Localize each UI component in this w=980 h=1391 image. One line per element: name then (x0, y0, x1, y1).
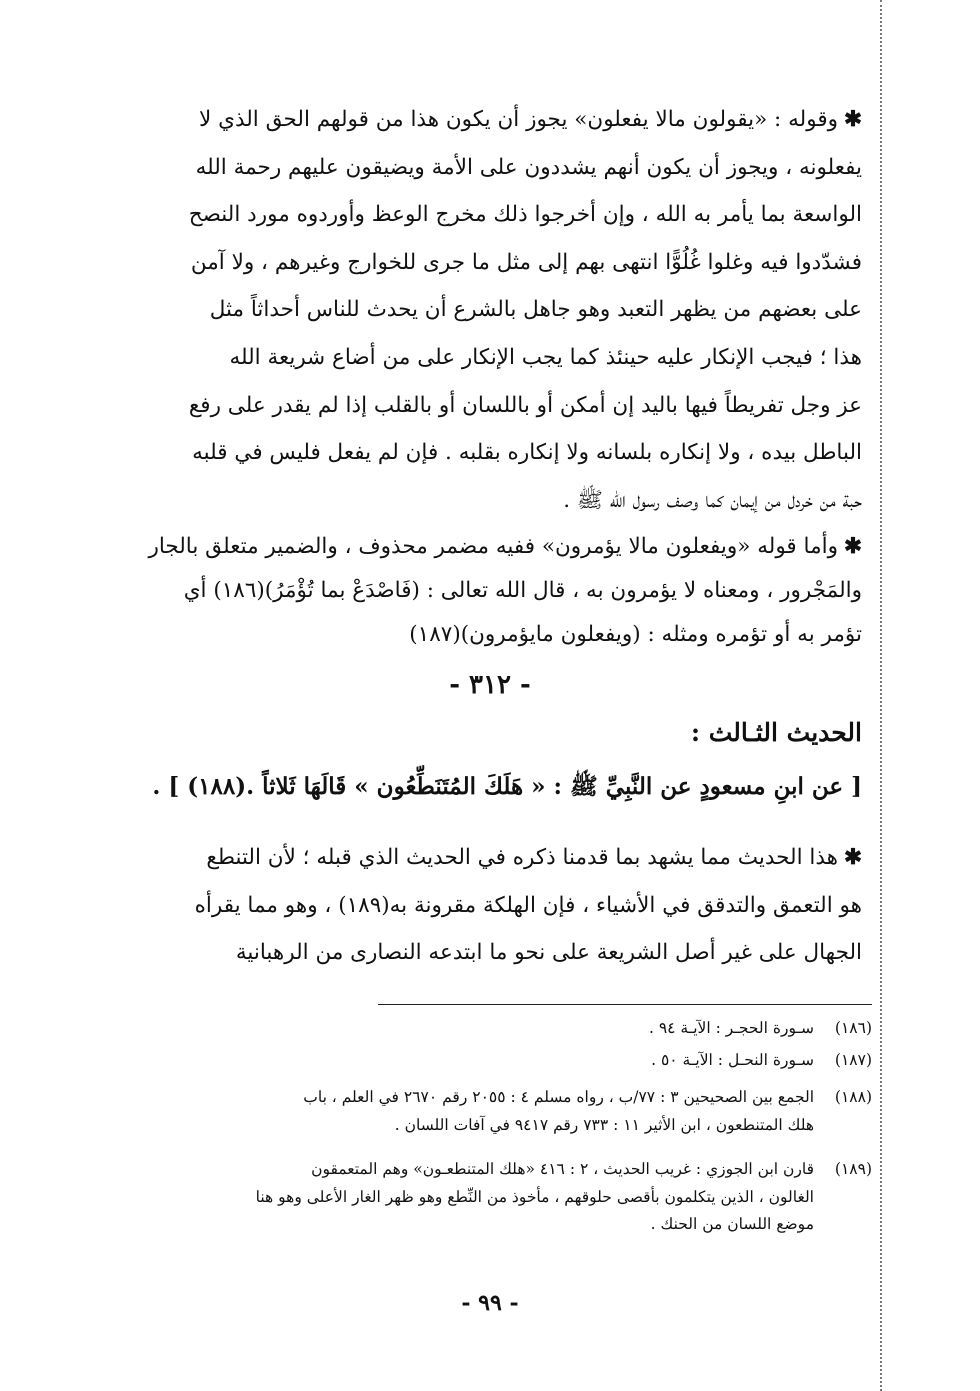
paragraph-1-line-1: ✱وقوله : «يقولون مالا يفعلون» يجوز أن يكون هذا من قولهم الحق الذي لا (199, 107, 862, 132)
paragraph-2-line-1: ✱وأما قوله «ويفعلون مالا يؤمرون» ففيه مضمر محذوف ، والضمير متعلق بالجار (148, 534, 862, 559)
footnote-text: موضع اللسان من الحنك . (650, 1215, 814, 1233)
star-bullet-icon: ✱ (843, 534, 862, 559)
original-page-number: - ٣١٢ - (449, 670, 531, 700)
paragraph-3-line-1: ✱هذا الحديث مما يشهد بما قدمنا ذكره في الحديث الذي قبله ؛ لأن التنطع (206, 845, 862, 870)
paragraph-1-line-9: حبة من خردل من إيمان كما وصف رسول الله ﷺ . (563, 487, 862, 513)
star-bullet-icon: ✱ (843, 107, 862, 132)
footnote-text: الغالون ، الذين يتكلمون بأقصى حلوقهم ، مأخوذ من النِّطع وهو ظهر الغار الأعلى وهو هنا (255, 1187, 814, 1206)
footnote-number: (١٨٩) (834, 1160, 872, 1178)
footnote-187 (102, 1047, 872, 1075)
paragraph-1-line-2: يفعلونه ، ويجوز أن يكون أنهم يشددون على الأمة ويضيقون عليهم رحمة الله (195, 154, 862, 180)
paragraph-2 (124, 525, 862, 657)
paragraph-1-line-5: على بعضهم من يظهر التعبد وهو جاهل بالشرع أن يحدث للناس أحداثاً مثل (209, 297, 862, 323)
footnote-text: هلك المتنطعون ، ابن الأثير ١١ : ٧٣٣ رقم ٩٤١٧ في آفات اللسان . (394, 1115, 814, 1134)
paragraph-2-line-2: والمَجْرور ، ومعناه لا يؤمرون به ، قال الله تعالى : (فَاصْدَعْ بما تُؤْمَرُ)(١٨٦) أي (183, 578, 862, 603)
footnote-text: سـورة الحجـر : الآيـة ٩٤ . (648, 1019, 814, 1037)
paragraph-3-line-2: هو التعمق والتدقق في الأشياء ، فإن الهلكة مقرونة به(١٨٩) ، وهو مما يقرأه (194, 892, 862, 918)
footnote-186 (102, 1015, 872, 1043)
page-number: - ٩٩ - (461, 1290, 519, 1316)
section-heading: الحديث الثـالث : (690, 718, 862, 747)
paragraph-1-line-7: عز وجل تفريطاً فيها باليد إن أمكن أو باللسان أو بالقلب إذا لم يقدر على رفع (188, 392, 862, 418)
paragraph-1-line-3: الواسعة بما يأمر به الله ، وإن أخرجوا ذلك مخرج الوعظ وأوردوه مورد النصح (188, 202, 862, 228)
footnote-number: (١٨٨) (834, 1088, 872, 1106)
paragraph-1 (124, 96, 862, 524)
footnote-189 (102, 1156, 872, 1239)
footnote-text: الجمع بين الصحيحين ٣ : ٧٧/ب ، رواه مسلم ٤ : ٢٠٥٥ رقم ٢٦٧٠ في العلم ، باب (303, 1088, 814, 1106)
footnote-number: (١٨٧) (834, 1051, 872, 1069)
paragraph-1-line-8: الباطل بيده ، ولا إنكاره بلسانه ولا إنكاره بقلبه . فإن لم يفعل فليس في قلبه (192, 440, 862, 466)
footnote-text: قارن ابن الجوزي : غريب الحديث ، ٢ : ٤١٦ «هلك المتنطعـون» وهم المتعمقون (311, 1160, 814, 1178)
footnote-text: سـورة النحـل : الآيـة ٥٠ . (651, 1051, 814, 1069)
footnote-divider (378, 1004, 872, 1005)
footnote-188 (102, 1084, 872, 1139)
paragraph-1-line-4: فشدّدوا فيه وغلوا غُلُوًّا انتهى بهم إلى مثل ما جرى للخوارج وغيرهم ، ولا آمن (190, 249, 862, 275)
footnote-number: (١٨٦) (834, 1019, 872, 1037)
star-bullet-icon: ✱ (843, 845, 862, 870)
hadith-text: [ عن ابنِ مسعودٍ عن النَّبِيِّ ﷺ : « هَلَكَ المُتَنَطِّعُون » قَالَهَا ثَلاثاً .(١٨٨) ] . (152, 773, 862, 800)
paragraph-3-line-3: الجهال على غير أصل الشريعة على نحو ما ابتدعه النصارى من الرهبانية (235, 940, 862, 966)
paragraph-3 (124, 834, 862, 977)
paragraph-2-line-3: تؤمر به أو تؤمره ومثله : (ويفعلون مايؤمرون)(١٨٧) (409, 622, 862, 647)
paragraph-1-line-6: هذا ؛ فيجب الإنكار عليه حينئذ كما يجب الإنكار على من أضاع شريعة الله (229, 344, 862, 370)
